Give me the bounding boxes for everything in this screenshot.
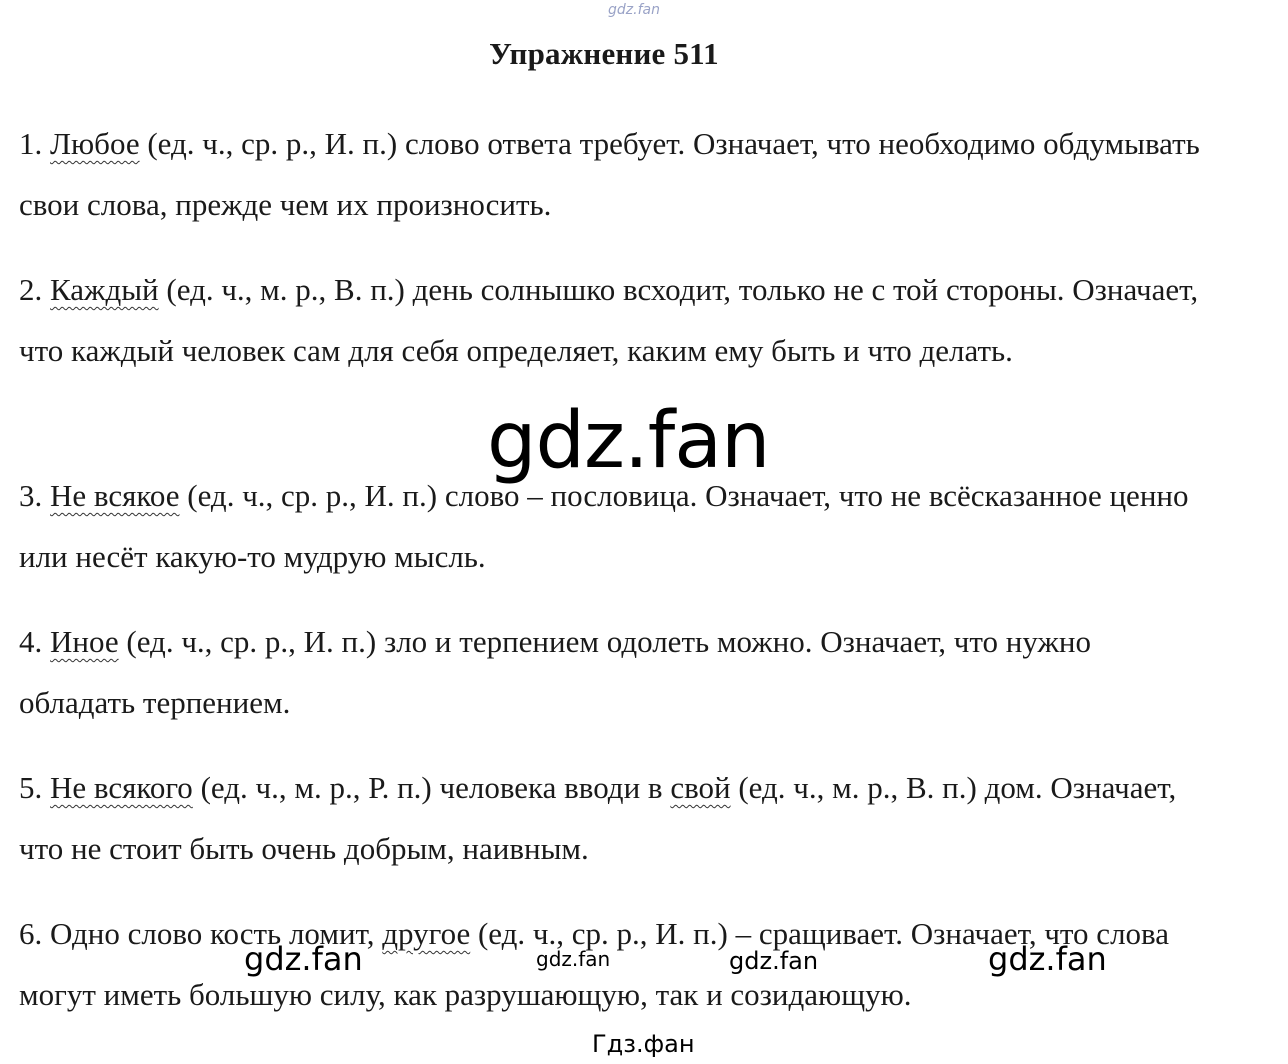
paragraph-text: 6. Одно слово кость ломит, bbox=[19, 916, 383, 951]
watermark-bottom-3: gdz.fan bbox=[729, 947, 819, 975]
item-number: 2. bbox=[19, 272, 43, 307]
page-title: Упражнение 511 bbox=[489, 36, 719, 71]
watermark-bottom-2: gdz.fan bbox=[536, 947, 611, 971]
item-number: 3. bbox=[19, 478, 43, 513]
watermark-top: gdz.fan bbox=[608, 2, 660, 18]
paragraph-1 bbox=[19, 113, 1209, 235]
highlighted-word: Иное bbox=[50, 624, 119, 659]
paragraph-text: (ед. ч., м. р., Р. п.) человека вводи в bbox=[192, 770, 671, 805]
watermark-center: gdz.fan bbox=[487, 396, 770, 486]
highlighted-word: Не всякого bbox=[50, 770, 193, 805]
highlighted-word: Любое bbox=[50, 126, 140, 161]
watermark-bottom-4: gdz.fan bbox=[988, 940, 1107, 978]
paragraph-5 bbox=[19, 757, 1209, 879]
paragraph-text: (ед. ч., м. р., В. п.) дом. Означает, что не стоит быть очень добрым, наивным. bbox=[19, 770, 1177, 866]
highlighted-word: другое bbox=[382, 916, 471, 951]
paragraph-text: (ед. ч., ср. р., И. п.) зло и терпением одолеть можно. Означает, что нужно обладать терпением. bbox=[19, 624, 1091, 720]
watermark-bottom-1: gdz.fan bbox=[244, 940, 363, 978]
highlighted-word-2: свой bbox=[670, 770, 731, 805]
highlighted-word: Не всякое bbox=[50, 478, 180, 513]
item-number: 5. bbox=[19, 770, 43, 805]
paragraph-4 bbox=[19, 611, 1209, 733]
paragraph-text: (ед. ч., ср. р., И. п.) – сращивает. Означает, что слова могут иметь большую силу, как разрушающую, так и созидающую. bbox=[19, 916, 1170, 1012]
paragraph-2 bbox=[19, 259, 1209, 381]
item-number: 1. bbox=[19, 126, 43, 161]
item-number: 4. bbox=[19, 624, 43, 659]
highlighted-word: Каждый bbox=[50, 272, 159, 307]
paragraph-text: (ед. ч., ср. р., И. п.) слово ответа требует. Означает, что необходимо обдумывать свои слова, прежде чем их произносить. bbox=[19, 126, 1200, 222]
paragraph-text: (ед. ч., м. р., В. п.) день солнышко всходит, только не с той стороны. Означает, что каждый человек сам для себя определяет, каким ему быть и что делать. bbox=[19, 272, 1199, 368]
paragraph-text: (ед. ч., ср. р., И. п.) слово – пословица. Означает, что не всёсказанное ценно или несёт какую-то мудрую мысль. bbox=[19, 478, 1189, 574]
footer-watermark: Гдз.фан bbox=[592, 1030, 695, 1058]
